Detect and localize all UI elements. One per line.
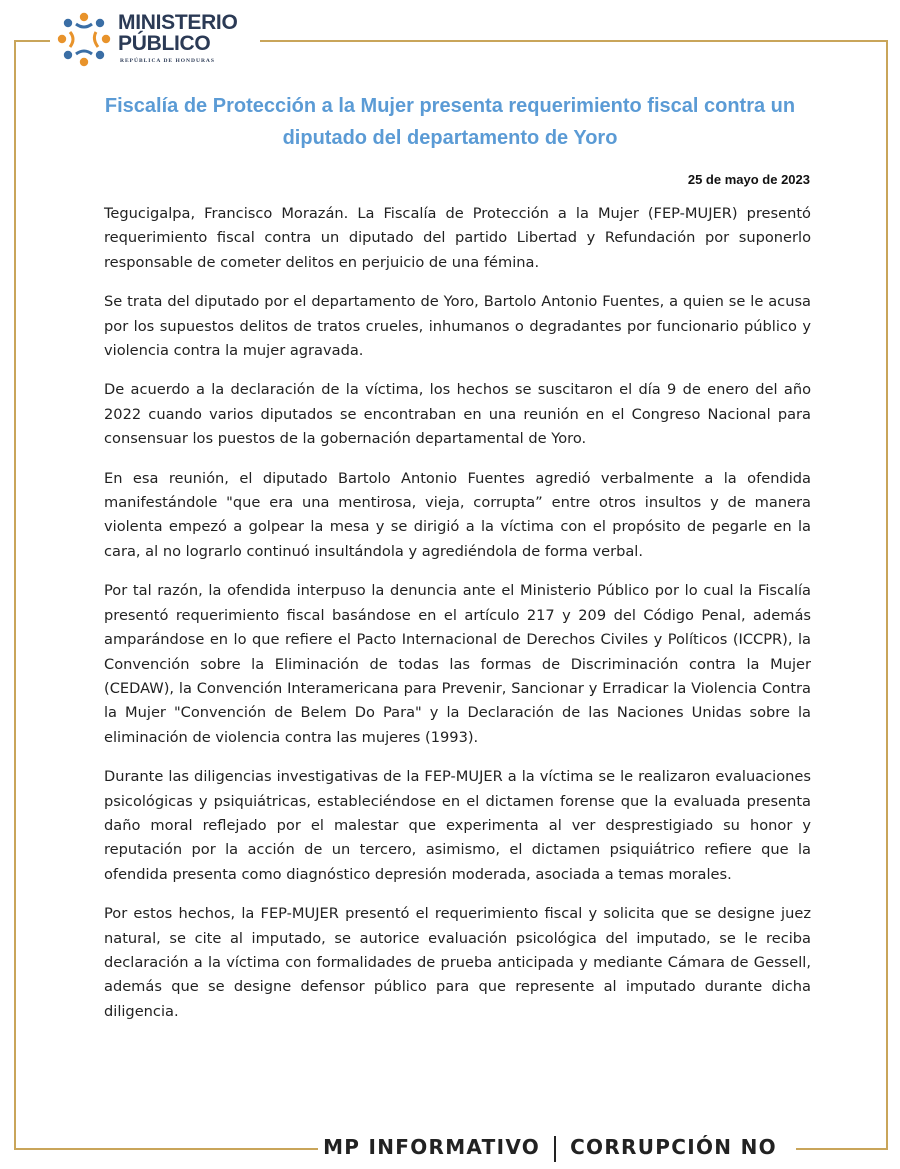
- document-body: [104, 202, 811, 1039]
- frame-line-left: [14, 40, 16, 1150]
- frame-line-top-right: [260, 40, 888, 42]
- paragraph: Se trata del diputado por el departamento de Yoro, Bartolo Antonio Fuentes, a quien se le acusa por los supuestos delitos de tratos crueles, inhumanos o degradantes por funcionario público y violencia contra la mujer agravada.: [104, 293, 811, 360]
- footer-right-text: CORRUPCIÓN NO: [570, 1135, 777, 1159]
- footer-slogan: [318, 1130, 782, 1166]
- frame-line-bottom-right: [796, 1148, 888, 1150]
- document-date: 25 de mayo de 2023: [687, 172, 810, 187]
- logo-line-2: PÚBLICO: [118, 32, 211, 55]
- ministerio-publico-logo: [50, 8, 250, 72]
- paragraph: Por tal razón, la ofendida interpuso la denuncia ante el Ministerio Público por lo cual la Fiscalía presentó requerimiento fiscal basándose en el artículo 217 y 209 del Código Penal, además amparándose en lo que refiere el Pacto Internacional de Derechos Civiles y Políticos (ICCPR), la Convención sobre la Eliminación de todas las formas de Discriminación contra la Mujer (CEDAW), la Convención Interamericana para Prevenir, Sancionar y Erradicar la Violencia Contra la Mujer "Convención de Belem Do Para" y la Declaración de las Naciones Unidas sobre la eliminación de violencia contra las mujeres (1993).: [104, 582, 811, 746]
- logo-subtitle: REPÚBLICA DE HONDURAS: [120, 58, 215, 64]
- logo-line-1: MINISTERIO: [118, 11, 238, 34]
- paragraph: En esa reunión, el diputado Bartolo Antonio Fuentes agredió verbalmente a la ofendida manifestándole "que era una mentirosa, vieja, corrupta” entre otros insultos y de manera violenta empezó a golpear la mesa y se dirigió a la víctima con el propósito de pegarle en la cara, al no lograrlo continuó insultándola y agrediéndola de forma verbal.: [104, 469, 811, 560]
- footer-separator: [554, 1136, 556, 1162]
- paragraph: De acuerdo a la declaración de la víctima, los hechos se suscitaron el día 9 de enero del año 2022 cuando varios diputados se encontraban en una reunión en el Congreso Nacional para consensuar los puestos de la gobernación departamental de Yoro.: [104, 381, 811, 448]
- document-title: Fiscalía de Protección a la Mujer presenta requerimiento fiscal contra un diputado del departamento de Yoro: [104, 95, 796, 149]
- paragraph: Durante las diligencias investigativas de la FEP-MUJER a la víctima se le realizaron evaluaciones psicológicas y psiquiátricas, estableciéndose en el dictamen forense que la evaluada presenta daño moral reflejado por el malestar que experimenta al ver desprestigiado su honor y reputación por la acción de un tercero, asimismo, el dictamen psiquiátrico refiere que la ofendida presenta como diagnóstico depresión moderada, asociada a temas morales.: [104, 768, 811, 883]
- paragraph: Tegucigalpa, Francisco Morazán. La Fiscalía de Protección a la Mujer (FEP-MUJER) presentó requerimiento fiscal contra un diputado del partido Libertad y Refundación por suponerlo responsable de cometer delitos en perjuicio de una fémina.: [104, 205, 811, 271]
- frame-line-right: [886, 40, 888, 1150]
- logo-wordmark: [118, 12, 238, 54]
- frame-line-bottom-left: [14, 1148, 332, 1150]
- paragraph: Por estos hechos, la FEP-MUJER presentó el requerimiento fiscal y solicita que se designe juez natural, se cite al imputado, se autorice evaluación psicológica del imputado, se le reciba declaración a la víctima con formalidades de prueba anticipada y mediante Cámara de Gessell, además que se designe defensor público para que represente al imputado durante dicha diligencia.: [104, 905, 811, 1020]
- footer-left-text: MP INFORMATIVO: [323, 1135, 541, 1159]
- people-circle-logo-icon: [54, 10, 114, 70]
